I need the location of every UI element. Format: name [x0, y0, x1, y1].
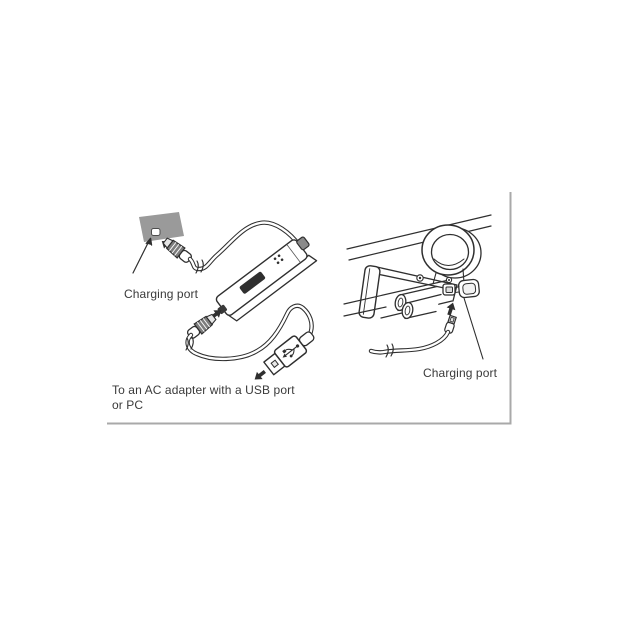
charging-port-leader-line — [464, 298, 483, 359]
mounting-ring — [422, 225, 481, 284]
mounted-device-illustration — [344, 215, 491, 359]
caption — [112, 383, 295, 412]
plug-direction-arrow-device — [445, 301, 458, 316]
caption-line-1: To an AC adapter with a USB port — [112, 383, 295, 397]
usb-a-connector — [248, 326, 318, 387]
device-charging-port-panel — [139, 212, 184, 242]
left-charging-port-label: Charging port — [124, 287, 199, 301]
plug-direction-arrow-usb-a — [252, 368, 268, 383]
charging-port-leader-arrow — [133, 238, 152, 273]
charging-port-hole — [152, 229, 161, 236]
device-cable-plug — [371, 315, 457, 357]
caption-line-2: or PC — [112, 397, 144, 412]
port-cover-flap — [458, 279, 480, 298]
right-charging-port-label: Charging port — [423, 366, 498, 380]
